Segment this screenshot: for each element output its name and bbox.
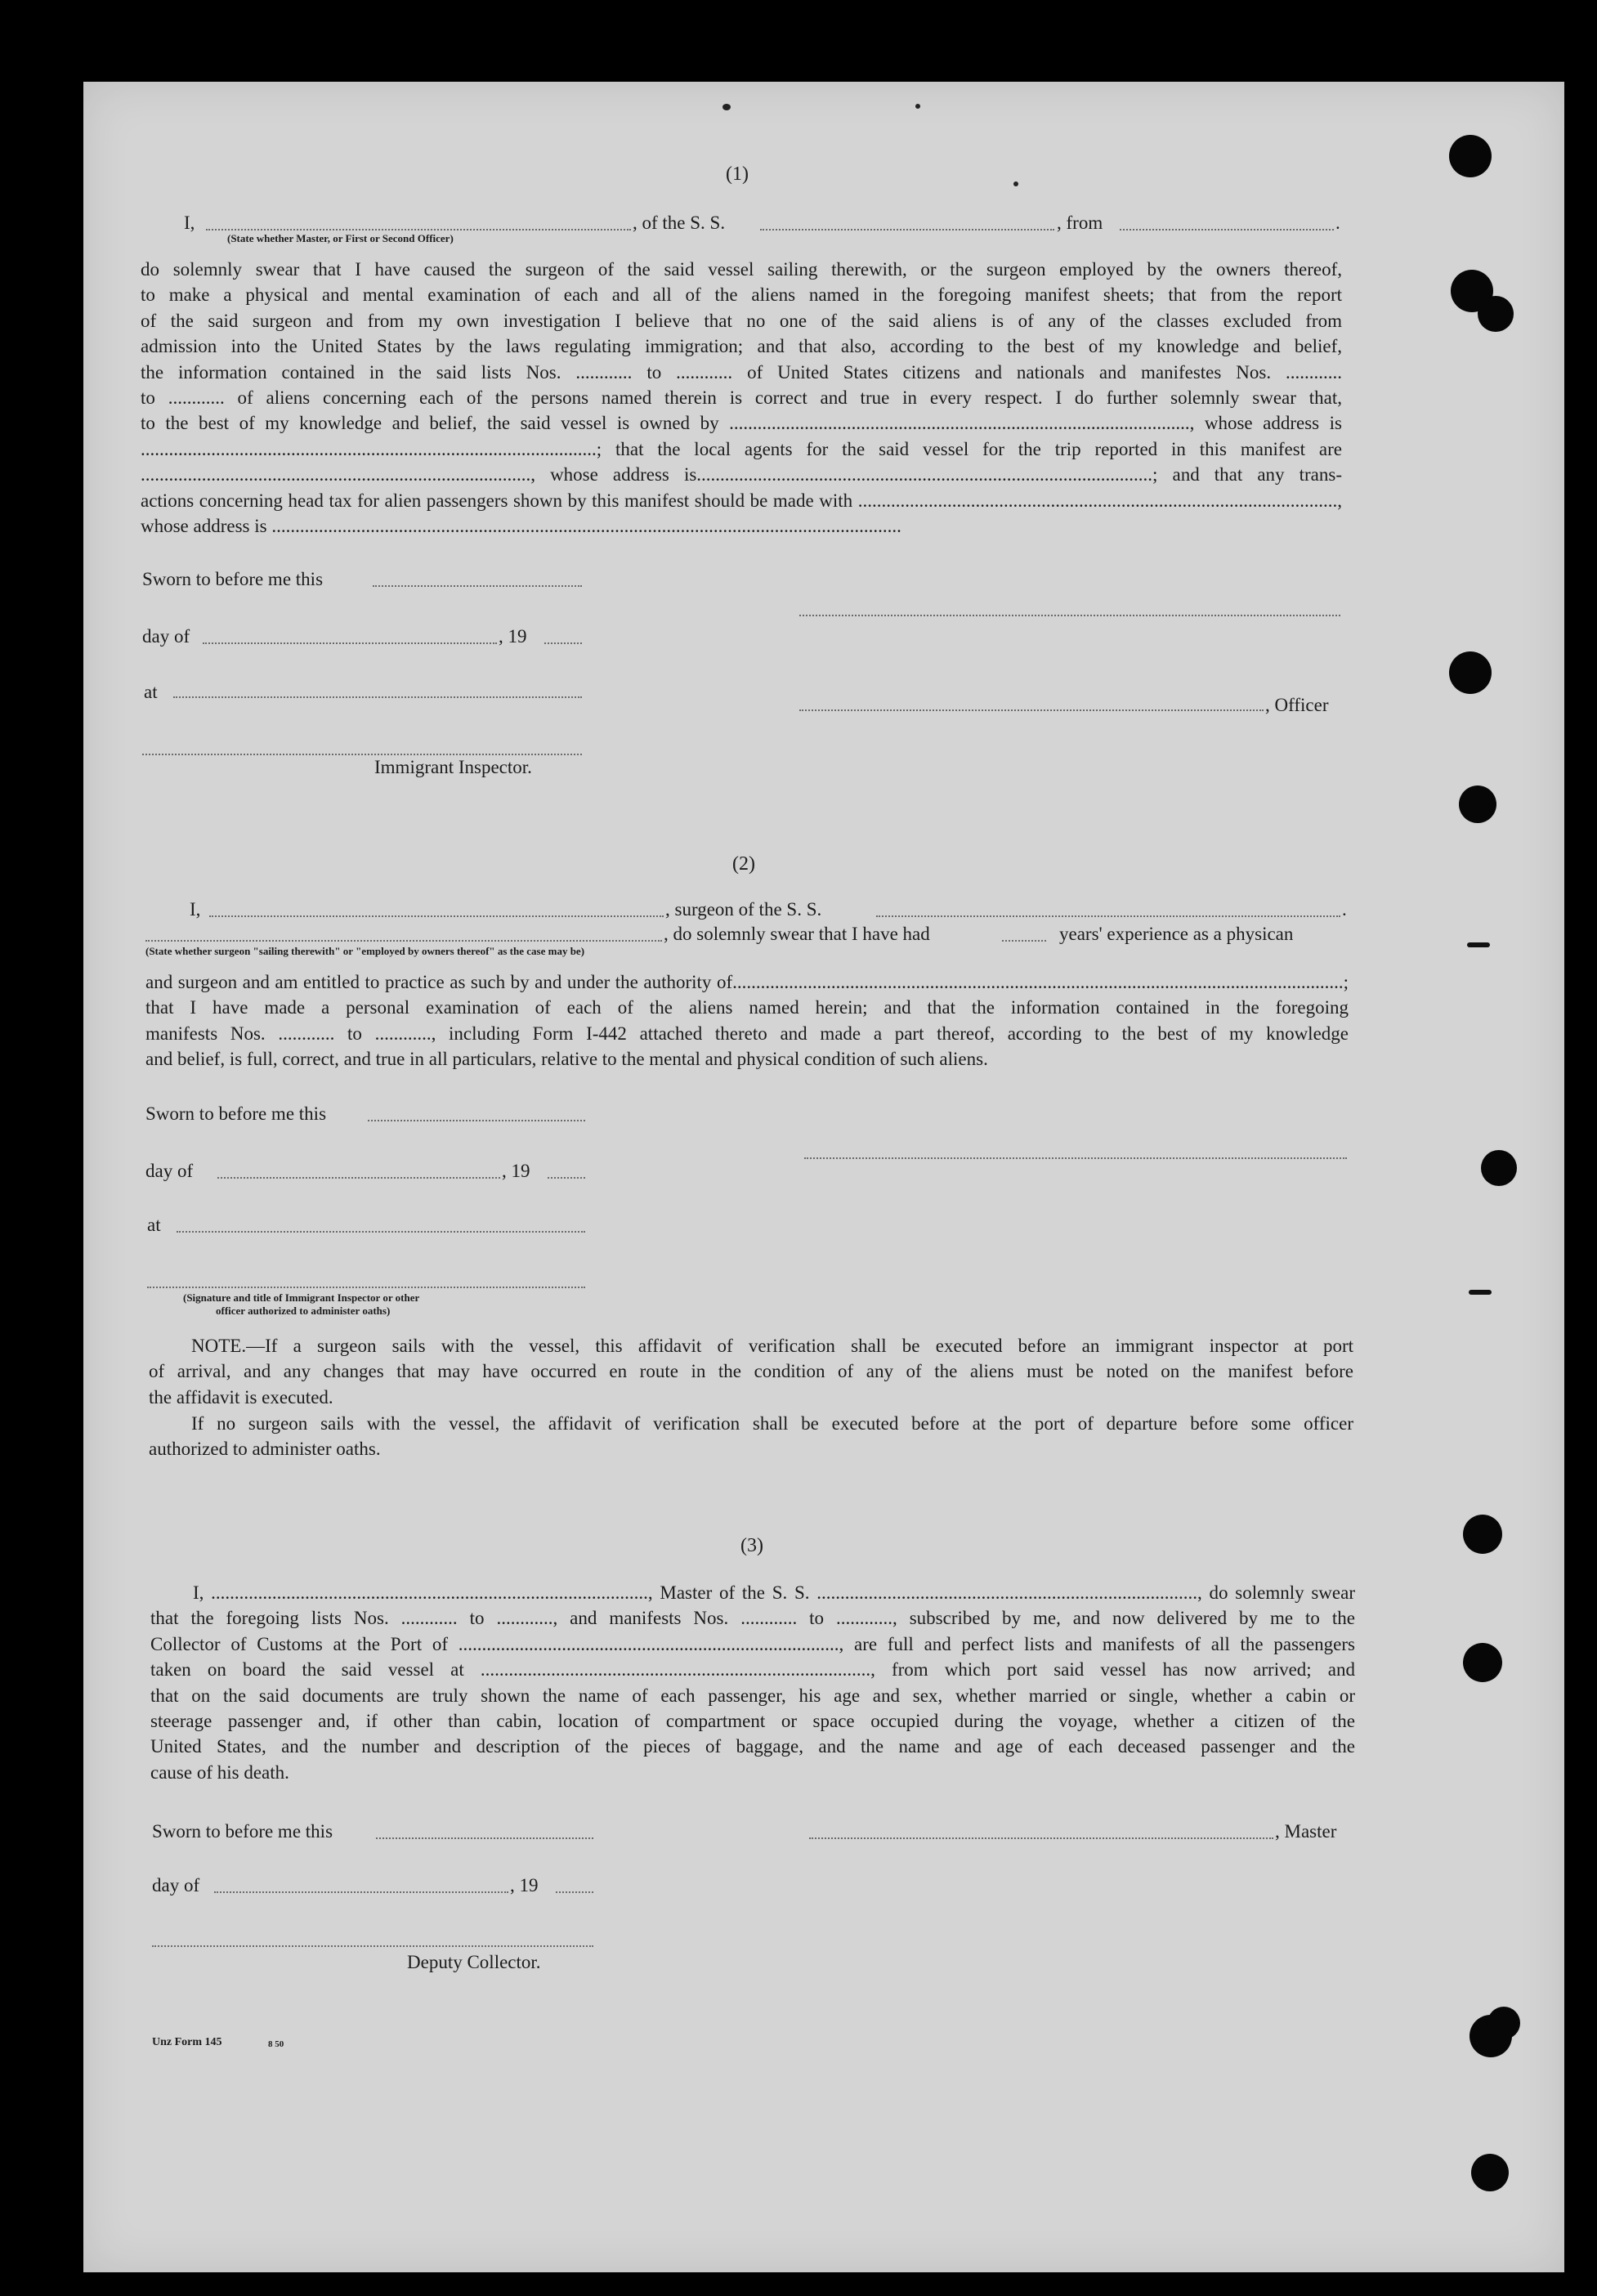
punch-hole	[1487, 2007, 1520, 2039]
of-ss-label: , of the S. S.	[633, 213, 726, 233]
year-field[interactable]	[544, 642, 582, 644]
vessel-name-field[interactable]	[760, 229, 1054, 230]
from-label: , from	[1057, 213, 1103, 233]
punch-hole	[1459, 785, 1496, 823]
surgeon-of-label: , surgeon of the S. S.	[665, 899, 822, 920]
signature-hint: (Signature and title of Immigrant Inspector or other	[183, 1291, 420, 1304]
section1-body	[141, 257, 1342, 539]
punch-hole	[1478, 296, 1514, 332]
body-line: United States, and the number and description of the pieces of baggage, and the name and age of each deceased passenger and the	[150, 1736, 1355, 1757]
note-line: authorized to administer oaths.	[149, 1439, 381, 1460]
oath-i: I,	[184, 213, 195, 233]
period: .	[1342, 899, 1347, 920]
officer-field[interactable]	[206, 229, 631, 230]
years-field[interactable]	[1002, 940, 1046, 942]
body-line: of the said surgeon and from my own investigation I believe that no one of the said aliens is of any of the classes excluded from	[141, 310, 1342, 331]
sworn-label: Sworn to before me this	[142, 569, 324, 589]
sworn-date-field[interactable]	[373, 585, 582, 587]
officer-hint: (State whether Master, or First or Second Officer)	[227, 232, 454, 244]
day-field[interactable]	[203, 642, 497, 644]
binding-mark	[1469, 1290, 1492, 1295]
body-line: do solemnly swear that I have caused the surgeon of the said vessel sailing therewith, or the surgeon employed by the owners thereof,	[141, 259, 1342, 280]
from-port-field[interactable]	[1120, 229, 1334, 230]
ink-speck	[1013, 181, 1018, 186]
form-date: 8 50	[268, 2039, 284, 2049]
at-field[interactable]	[177, 1231, 585, 1233]
body-line: to make a physical and mental examination of each and all of the aliens named in the foregoing manifest sheets; that from the report	[141, 284, 1342, 306]
deputy-label: Deputy Collector.	[407, 1952, 541, 1972]
punch-hole	[1463, 1643, 1502, 1682]
body-line: and surgeon and am entitled to practice as such by and under the authority of..................................................................................................................................;	[145, 972, 1349, 992]
master-signature-line[interactable]	[809, 1837, 1273, 1839]
form-number: Unz Form 145	[152, 2036, 222, 2048]
punch-hole	[1449, 651, 1492, 694]
punch-hole	[1463, 1515, 1502, 1554]
body-line: to ............ of aliens concerning each of the persons named therein is correct and true in every respect. I do further solemnly swear that,	[141, 387, 1342, 409]
day-field[interactable]	[214, 1891, 508, 1893]
officer-label: , Officer	[1265, 695, 1329, 715]
vessel-name-field[interactable]	[876, 915, 1340, 917]
sworn-date-field[interactable]	[376, 1837, 593, 1839]
body-line: to the best of my knowledge and belief, the said vessel is owned by .................................................................................................., whose address is	[141, 413, 1342, 434]
note-line: NOTE.—If a surgeon sails with the vessel, this affidavit of verification shall be executed before an immigrant inspector at port	[191, 1336, 1353, 1356]
year-label: , 19	[499, 626, 527, 647]
year-label: , 19	[502, 1161, 530, 1181]
body-line: Collector of Customs at the Port of ................................................................................., are full and perfect lists and manifests of all the passengers	[150, 1633, 1355, 1654]
body-line: admission into the United States by the laws regulating immigration; and that also, according to the best of my knowledge and belief,	[141, 336, 1342, 357]
day-of-label: day of	[145, 1161, 194, 1181]
at-label: at	[147, 1215, 161, 1235]
punch-hole	[1481, 1150, 1517, 1186]
years-label: years' experience as a physican	[1059, 924, 1294, 944]
section-number: (3)	[740, 1535, 763, 1556]
body-line: cause of his death.	[150, 1761, 289, 1783]
year-label: , 19	[510, 1875, 539, 1895]
oath-i: I,	[190, 899, 201, 920]
day-of-label: day of	[142, 626, 190, 647]
at-field[interactable]	[173, 696, 582, 698]
body-line: manifests Nos. ............ to ............, including Form I-442 attached thereto and made a part thereof, according to the best of my knowledge	[145, 1023, 1349, 1044]
body-line: steerage passenger and, if other than cabin, location of compartment or space occupied during the voyage, whether a citizen of the	[150, 1711, 1355, 1732]
sworn-date-field[interactable]	[368, 1120, 585, 1121]
sworn-label: Sworn to before me this	[152, 1821, 333, 1842]
body-line: .................................................................................................; that the local agents for the said vessel for the trip reported in this manifest are	[141, 438, 1342, 459]
section-number: (1)	[726, 163, 749, 185]
note-line: of arrival, and any changes that may have occurred en route in the condition of any of the aliens must be noted on the manifest before	[149, 1361, 1353, 1382]
body-line: ..................................................................................., whose address is.................................................................................................; and that any trans-	[141, 464, 1342, 486]
master-label: , Master	[1275, 1821, 1337, 1842]
surgeon-hint: (State whether surgeon "sailing therewith" or "employed by owners thereof" as the case may be)	[145, 945, 585, 957]
body-line: actions concerning head tax for alien passengers shown by this manifest should be made with ......................................................................................................,	[141, 490, 1342, 511]
surgeon-type-field[interactable]	[145, 940, 662, 942]
body-line: that on the said documents are truly shown the name of each passenger, his age and sex, whether married or single, whether a cabin or	[150, 1685, 1355, 1706]
note-paragraph	[149, 1333, 1353, 1410]
inspector-label: Immigrant Inspector.	[374, 757, 532, 777]
body-line: that I have made a personal examination of each of the aliens named herein; and that the information contained in the foregoing	[145, 997, 1349, 1018]
section2-body	[145, 969, 1349, 1072]
period: .	[1335, 213, 1340, 233]
surgeon-name-field[interactable]	[209, 915, 664, 917]
at-label: at	[144, 682, 158, 702]
note-line: If no surgeon sails with the vessel, the affidavit of verification shall be executed before at the port of departure before some officer	[191, 1413, 1353, 1434]
ink-speck	[915, 104, 920, 109]
body-line: taken on board the said vessel at ..................................................................................., from which port said vessel has now arrived; and	[150, 1659, 1355, 1681]
deputy-signature-line[interactable]	[152, 1945, 593, 1947]
inspector-signature-line[interactable]	[147, 1287, 585, 1288]
body-line: that the foregoing lists Nos. ............ to ............, and manifests Nos. ............ to ............, subscribed by me, and now delivered by me to the	[150, 1608, 1355, 1629]
section3-body	[150, 1580, 1355, 1785]
officer-signature-line[interactable]	[799, 615, 1340, 616]
day-field[interactable]	[217, 1177, 500, 1179]
note2-paragraph	[149, 1411, 1353, 1462]
section-number: (2)	[732, 853, 755, 875]
body-line: and belief, is full, correct, and true in all particulars, relative to the mental and physical condition of such aliens.	[145, 1049, 988, 1070]
signature-hint: officer authorized to administer oaths)	[216, 1305, 391, 1317]
ink-speck	[722, 104, 731, 110]
note-line: the affidavit is executed.	[149, 1386, 333, 1408]
binding-mark	[1467, 942, 1490, 947]
year-field[interactable]	[548, 1177, 585, 1179]
sworn-label: Sworn to before me this	[145, 1103, 327, 1124]
body-line: whose address is ......................................................................................................................................	[141, 516, 901, 537]
punch-hole	[1449, 135, 1492, 177]
body-line: the information contained in the said lists Nos. ............ to ............ of United States citizens and nationals and manifestes Nos. ............	[141, 361, 1342, 383]
day-of-label: day of	[152, 1875, 200, 1895]
surgeon-signature-line[interactable]	[804, 1157, 1347, 1159]
swear-label: , do solemnly swear that I have had	[664, 924, 930, 944]
officer-name-line[interactable]	[799, 709, 1264, 711]
punch-hole	[1471, 2154, 1509, 2191]
year-field[interactable]	[556, 1891, 593, 1893]
body-line: I, ............................................................................................., Master of the S. S. ................................................................................., do solemnly swear	[193, 1582, 1355, 1603]
